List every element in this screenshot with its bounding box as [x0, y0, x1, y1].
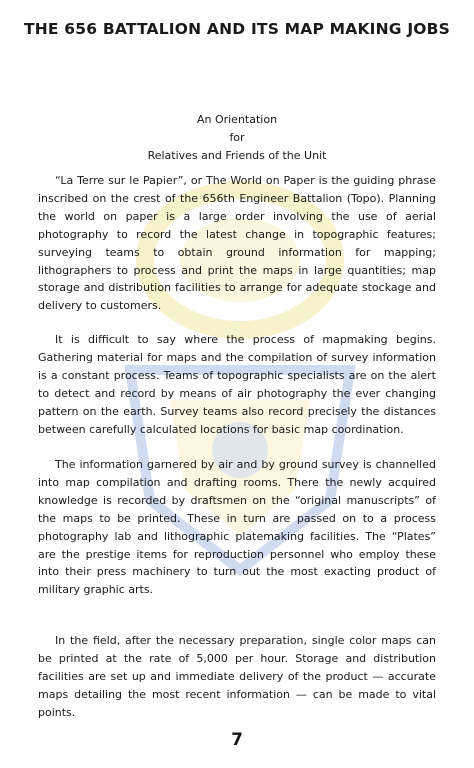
- paragraph-3: The information garnered by air and by ground survey is channelled into map compilation and drafting rooms. There the newly acquired knowledge is recorded by draftsmen on the “original manuscripts” of the maps to be printed. These in turn are passed on to a process photography lab and lithographic platemaking facilities. The “Plates” are the prestige items for reproduction personnel who employ these into their press machinery to turn out the most exacting product of military graphic arts.: [38, 458, 436, 597]
- paragraph-1: “La Terre sur le Papier”, or The World on Paper is the guiding phrase inscribed on the crest of the 656th Engineer Battalion (Topo). Planning the world on paper is a large order involving the use of aerial photography to record the latest change in topographic features; surveying teams to obtain ground information for mapping; lithographers to process and print the maps in large quantities; map storage and distribution facilities to arrange for adequate stockage and delivery to customers.: [38, 174, 436, 313]
- page-title: THE 656 BATTALION AND ITS MAP MAKING JOBS: [23, 20, 451, 38]
- paragraph-2: It is difficult to say where the process of mapmaking begins. Gathering material for maps and the compilation of survey information is a constant process. Teams of topographic specialists are on the alert to detect and record by means of air photography the ever changing pattern on the earth. Survey teams also record precisely the distances between carefully calculated locations for basic map coordination.: [38, 333, 436, 436]
- subtitle-line-2: for: [229, 131, 245, 144]
- page-number: 7: [231, 730, 243, 750]
- subtitle-line-1: An Orientation: [196, 113, 278, 126]
- subtitle-line-3: Relatives and Friends of the Unit: [147, 149, 327, 162]
- paragraph-4: In the field, after the necessary preparation, single color maps can be printed at the rate of 5,000 per hour. Storage and distribution facilities are set up and immediate delivery of the product — accurate maps detailing the most recent information — can be made to vital points.: [38, 634, 436, 719]
